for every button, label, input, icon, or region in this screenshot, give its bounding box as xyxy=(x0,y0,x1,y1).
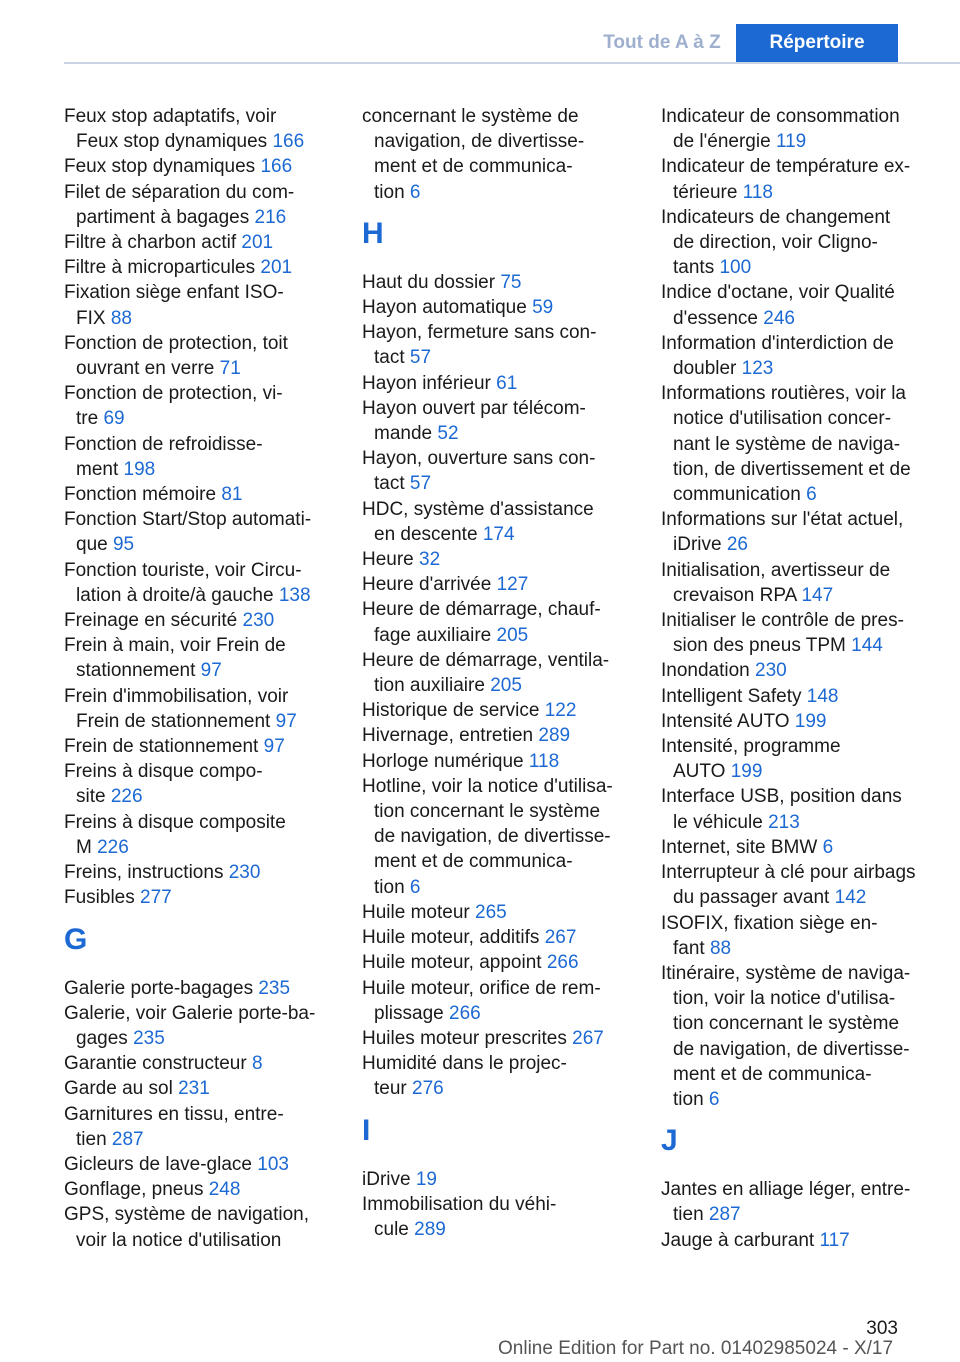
page-reference-link[interactable]: 6 xyxy=(409,876,421,898)
index-entry xyxy=(362,497,630,547)
index-entry xyxy=(64,280,332,330)
index-entry xyxy=(661,608,933,658)
page-reference-link[interactable]: 147 xyxy=(801,584,834,606)
page-reference-link[interactable]: 289 xyxy=(538,725,571,747)
index-entry xyxy=(661,860,933,910)
index-entry-text: Huile moteur, additifs xyxy=(362,927,540,949)
page-reference-link[interactable]: 118 xyxy=(742,181,773,203)
page-reference-link[interactable]: 230 xyxy=(242,610,275,632)
index-entry-text: Garde au sol xyxy=(64,1078,173,1100)
page-reference-link[interactable]: 6 xyxy=(806,484,817,506)
page-reference-link[interactable]: 205 xyxy=(490,675,522,697)
index-entry-text: Jantes en alliage léger, entre- tien xyxy=(661,1179,911,1226)
index-entry xyxy=(64,558,332,608)
page-reference-link[interactable]: 57 xyxy=(409,347,432,369)
index-entry-text: Informations routières, voir la notice d'utilisation concer- nant le système de naviga- tion, de divertissement et de communication xyxy=(661,383,911,506)
index-entry xyxy=(362,749,630,774)
page-reference-link[interactable]: 122 xyxy=(544,700,577,722)
index-entry-text: Interrupteur à clé pour airbags du passager avant xyxy=(661,862,916,909)
page-reference-link[interactable]: 289 xyxy=(414,1218,446,1240)
index-entry-text: Initialiser le contrôle de pres- sion des pneus TPM xyxy=(661,610,904,657)
page-reference-link[interactable]: 97 xyxy=(200,660,222,682)
index-entry-text: Haut du dossier xyxy=(362,271,496,293)
page-reference-link[interactable]: 75 xyxy=(500,271,522,293)
page-reference-link[interactable]: 199 xyxy=(794,710,827,732)
index-entry xyxy=(64,331,332,381)
index-entry xyxy=(64,507,332,557)
index-entry-text: Hayon automatique xyxy=(362,297,527,319)
edition-note: Online Edition for Part no. 01402985024 - X/17 xyxy=(498,1338,894,1359)
index-entry-text: Fonction Start/Stop automati- que xyxy=(64,509,312,556)
index-entry-text: Intelligent Safety xyxy=(661,685,802,707)
page-reference-link[interactable]: 88 xyxy=(110,307,132,329)
index-entry-text: Immobilisation du véhi- cule xyxy=(362,1193,557,1240)
index-entry xyxy=(64,1177,332,1202)
index-entry xyxy=(64,976,332,1001)
index-entry-text: Filet de séparation du com- partiment à bagages xyxy=(64,181,295,228)
page-reference-link[interactable]: 230 xyxy=(228,862,261,884)
index-entry-text: Horloge numérique xyxy=(362,750,524,772)
page-reference-link[interactable]: 117 xyxy=(819,1229,850,1251)
index-entry-text: concernant le système de navigation, de divertisse- ment et de communica- tion xyxy=(362,106,585,203)
index-entry xyxy=(362,1026,630,1051)
index-entry xyxy=(362,950,630,975)
index-entry xyxy=(661,381,933,507)
index-entry xyxy=(661,1177,933,1227)
index-entry-text: Intensité AUTO xyxy=(661,710,790,732)
page-reference-link[interactable]: 59 xyxy=(532,297,554,319)
page-reference-link[interactable]: 198 xyxy=(123,458,156,480)
index-column-2 xyxy=(362,104,630,1242)
page-reference-link[interactable]: 95 xyxy=(112,534,135,556)
page-reference-link[interactable]: 8 xyxy=(251,1053,263,1075)
page-reference-link[interactable]: 287 xyxy=(708,1204,741,1226)
index-entry xyxy=(64,810,332,860)
index-entry xyxy=(661,205,933,281)
index-entry xyxy=(661,709,933,734)
index-entry-text: Humidité dans le projec- teur xyxy=(362,1053,567,1100)
index-entry-text: Hivernage, entretien xyxy=(362,725,534,747)
index-entry xyxy=(64,1102,332,1152)
index-entry-text: Gonflage, pneus xyxy=(64,1179,204,1201)
index-entry-text: Initialisation, avertisseur de crevaison RPA xyxy=(661,559,891,606)
page-reference-link[interactable]: 266 xyxy=(449,1002,481,1024)
tab-tout-de-a-a-z[interactable]: Tout de A à Z xyxy=(603,32,721,53)
index-entry-text: Indicateurs de changement de direction, voir Cligno- tants xyxy=(661,206,891,279)
index-entry-text: Hayon, fermeture sans con- tact xyxy=(362,322,597,369)
tab-repertoire[interactable]: Répertoire xyxy=(736,24,898,62)
index-entry-text: Indicateur de température ex- térieure xyxy=(661,156,911,203)
page-reference-link[interactable]: 213 xyxy=(768,811,800,833)
index-entry-text: Fonction touriste, voir Circu- lation à droite/à gauche xyxy=(64,559,302,606)
index-entry xyxy=(362,925,630,950)
page-reference-link[interactable]: 174 xyxy=(482,523,515,545)
index-entry xyxy=(362,1192,630,1242)
page-reference-link[interactable]: 166 xyxy=(260,156,293,178)
page-reference-link[interactable]: 199 xyxy=(730,761,763,783)
index-entry xyxy=(362,104,630,205)
index-entry-text: Interface USB, position dans le véhicule xyxy=(661,786,902,833)
index-entry xyxy=(362,1167,630,1192)
index-entry-text: Frein de stationnement xyxy=(64,736,259,758)
index-entry-text: Freinage en sécurité xyxy=(64,610,238,632)
index-entry xyxy=(362,698,630,723)
index-entry-text: Feux stop adaptatifs, voir Feux stop dynamiques xyxy=(64,106,277,153)
index-entry xyxy=(362,976,630,1026)
page-reference-link[interactable]: 267 xyxy=(572,1027,604,1049)
page-reference-link[interactable]: 230 xyxy=(755,660,787,682)
index-entry-text: Itinéraire, système de naviga- tion, voir la notice d'utilisa- tion concernant le système de navigation, de divertisse- ment et de communica- tion xyxy=(661,962,911,1110)
page-reference-link[interactable]: 6 xyxy=(822,836,834,858)
index-entry-text: Huiles moteur prescrites xyxy=(362,1027,567,1049)
index-entry-text: Filtre à microparticules xyxy=(64,257,256,279)
index-entry-text: Informations sur l'état actuel, iDrive xyxy=(661,509,904,556)
index-entry-text: Garnitures en tissu, entre- tien xyxy=(64,1103,284,1150)
index-entry-text: Huile moteur, orifice de rem- plissage xyxy=(362,977,601,1024)
index-entry xyxy=(661,154,933,204)
index-entry xyxy=(64,255,332,280)
index-entry xyxy=(661,911,933,961)
index-entry xyxy=(64,230,332,255)
index-entry-text: Historique de service xyxy=(362,700,540,722)
index-entry-text: GPS, système de navigation, voir la notice d'utilisation xyxy=(64,1204,310,1251)
page-reference-link[interactable]: 201 xyxy=(241,232,274,254)
page-reference-link[interactable]: 81 xyxy=(221,484,243,506)
index-entry-text: Frein d'immobilisation, voir Frein de stationnement xyxy=(64,685,289,732)
page-reference-link[interactable]: 52 xyxy=(437,423,459,445)
index-entry xyxy=(64,432,332,482)
page-reference-link[interactable]: 277 xyxy=(140,887,172,909)
index-entry-text: ISOFIX, fixation siège en- fant xyxy=(661,912,878,959)
index-entry-text: Garantie constructeur xyxy=(64,1053,247,1075)
index-entry xyxy=(661,104,933,154)
page-reference-link[interactable]: 61 xyxy=(496,372,518,394)
page-reference-link[interactable]: 97 xyxy=(275,710,297,732)
index-entry xyxy=(362,597,630,647)
page-reference-link[interactable]: 248 xyxy=(208,1179,241,1201)
index-entry xyxy=(362,547,630,572)
index-entry xyxy=(64,860,332,885)
index-entry xyxy=(64,381,332,431)
page-reference-link[interactable]: 226 xyxy=(110,786,143,808)
page-reference-link[interactable]: 265 xyxy=(475,901,507,923)
index-entry-text: Inondation xyxy=(661,660,750,682)
page-reference-link[interactable]: 266 xyxy=(546,952,579,974)
section-letter: I xyxy=(362,1113,371,1147)
index-entry xyxy=(64,1001,332,1051)
index-entry xyxy=(64,684,332,734)
index-entry xyxy=(661,835,933,860)
index-entry-text: Indice d'octane, voir Qualité d'essence xyxy=(661,282,895,329)
header-rule xyxy=(64,62,960,64)
index-entry-text: Fonction mémoire xyxy=(64,484,217,506)
index-entry xyxy=(362,270,630,295)
index-entry xyxy=(64,885,332,910)
page-reference-link[interactable]: 19 xyxy=(415,1168,437,1190)
index-entry xyxy=(661,658,933,683)
index-entry-text: Filtre à charbon actif xyxy=(64,232,237,254)
page-reference-link[interactable]: 88 xyxy=(709,937,732,959)
page-reference-link[interactable]: 166 xyxy=(272,131,305,153)
index-entry xyxy=(661,684,933,709)
index-entry xyxy=(362,648,630,698)
index-entry xyxy=(64,633,332,683)
index-entry-text: Freins, instructions xyxy=(64,862,224,884)
page-reference-link[interactable]: 123 xyxy=(741,358,774,380)
index-entry-text: Freins à disque composite M xyxy=(64,811,286,858)
index-entry xyxy=(362,774,630,900)
page-number: 303 xyxy=(866,1318,898,1339)
index-column-3 xyxy=(661,104,933,1253)
index-entry xyxy=(661,961,933,1112)
index-entry xyxy=(64,104,332,154)
page-reference-link[interactable]: 69 xyxy=(103,408,125,430)
index-entry-text: Intensité, programme AUTO xyxy=(661,736,841,783)
index-entry-text: Huile moteur, appoint xyxy=(362,952,542,974)
page-reference-link[interactable]: 97 xyxy=(263,736,285,758)
index-entry-text: Heure de démarrage, ventila- tion auxiliaire xyxy=(362,649,610,697)
index-entry xyxy=(64,1076,332,1101)
index-entry-text: Hayon inférieur xyxy=(362,372,491,394)
page-reference-link[interactable]: 205 xyxy=(496,624,529,646)
page-reference-link[interactable]: 71 xyxy=(219,358,241,380)
index-entry-text: Huile moteur xyxy=(362,901,470,923)
section-letter: J xyxy=(661,1124,678,1158)
index-entry xyxy=(64,180,332,230)
index-entry-text: Freins à disque compo- site xyxy=(64,761,263,808)
index-entry xyxy=(64,759,332,809)
page-reference-link[interactable]: 144 xyxy=(851,635,883,657)
page-reference-link[interactable]: 231 xyxy=(178,1078,210,1100)
index-entry-text: Hayon, ouverture sans con- tact xyxy=(362,448,596,495)
page-reference-link[interactable]: 57 xyxy=(409,473,432,495)
index-entry xyxy=(362,295,630,320)
index-entry-text: Fonction de protection, toit ouvrant en verre xyxy=(64,332,288,380)
index-entry xyxy=(64,1051,332,1076)
page-reference-link[interactable]: 201 xyxy=(260,257,293,279)
index-entry-text: Feux stop dynamiques xyxy=(64,156,256,178)
index-entry-text: Internet, site BMW xyxy=(661,836,818,858)
index-entry xyxy=(661,331,933,381)
index-entry xyxy=(362,1051,630,1101)
page-reference-link[interactable]: 267 xyxy=(544,927,577,949)
index-entry-text: Information d'interdiction de doubler xyxy=(661,332,894,380)
page-reference-link[interactable]: 6 xyxy=(708,1088,720,1110)
page-reference-link[interactable]: 142 xyxy=(834,887,867,909)
index-entry xyxy=(362,572,630,597)
index-entry-text: Indicateur de consommation de l'énergie xyxy=(661,106,900,153)
index-entry xyxy=(661,1228,933,1253)
page-reference-link[interactable]: 148 xyxy=(806,685,839,707)
page-reference-link[interactable]: 226 xyxy=(97,836,129,858)
page-reference-link[interactable]: 287 xyxy=(111,1128,144,1150)
index-entry-text: Fonction de protection, vi- tre xyxy=(64,383,283,430)
index-entry xyxy=(64,1202,332,1252)
index-entry xyxy=(661,784,933,834)
index-entry-text: Fixation siège enfant ISO- FIX xyxy=(64,282,284,329)
page-reference-link[interactable]: 118 xyxy=(528,750,560,772)
page-reference-link[interactable]: 119 xyxy=(775,131,807,153)
page-reference-link[interactable]: 276 xyxy=(412,1078,444,1100)
index-entry xyxy=(362,900,630,925)
index-entry-text: Hotline, voir la notice d'utilisa- tion concernant le système de navigation, de divertisse- ment et de communica- tion xyxy=(362,775,613,898)
index-entry-text: Jauge à carburant xyxy=(661,1229,815,1251)
index-entry-text: Fusibles xyxy=(64,887,135,909)
index-entry xyxy=(661,734,933,784)
page-reference-link[interactable]: 235 xyxy=(258,977,291,999)
index-entry-text: Fonction de refroidisse- ment xyxy=(64,433,263,480)
index-entry xyxy=(362,723,630,748)
index-entry-text: iDrive xyxy=(362,1168,411,1190)
page-reference-link[interactable]: 138 xyxy=(278,584,311,606)
page-reference-link[interactable]: 235 xyxy=(133,1027,165,1049)
page-reference-link[interactable]: 32 xyxy=(419,549,441,571)
index-entry xyxy=(362,320,630,370)
index-entry xyxy=(661,280,933,330)
index-entry xyxy=(64,482,332,507)
index-entry xyxy=(64,1152,332,1177)
index-entry xyxy=(362,371,630,396)
index-entry xyxy=(661,558,933,608)
index-entry-text: Hayon ouvert par télécom- mande xyxy=(362,397,586,445)
page-reference-link[interactable]: 6 xyxy=(409,181,421,203)
page-reference-link[interactable]: 103 xyxy=(257,1153,289,1175)
index-column-1 xyxy=(64,104,332,1253)
page-reference-link[interactable]: 216 xyxy=(254,206,287,228)
page-reference-link[interactable]: 26 xyxy=(726,534,748,556)
index-entry xyxy=(362,396,630,446)
index-entry xyxy=(362,446,630,496)
index-entry xyxy=(64,734,332,759)
index-entry-text: Galerie, voir Galerie porte-ba- gages xyxy=(64,1002,316,1049)
index-entry-text: Heure xyxy=(362,549,414,571)
index-entry-text: Galerie porte-bagages xyxy=(64,977,254,999)
index-entry-text: Heure de démarrage, chauf- fage auxiliaire xyxy=(362,599,601,646)
index-entry xyxy=(64,154,332,179)
index-entry-text: Frein à main, voir Frein de stationnement xyxy=(64,635,286,682)
page-reference-link[interactable]: 246 xyxy=(763,307,795,329)
section-letter: G xyxy=(64,922,88,956)
page-reference-link[interactable]: 100 xyxy=(719,257,752,279)
section-letter: H xyxy=(362,216,384,250)
index-entry xyxy=(661,507,933,557)
index-entry-text: Heure d'arrivée xyxy=(362,574,492,596)
index-entry-text: HDC, système d'assistance en descente xyxy=(362,498,594,545)
index-entry-text: Gicleurs de lave-glace xyxy=(64,1153,252,1175)
index-entry xyxy=(64,608,332,633)
page-reference-link[interactable]: 127 xyxy=(496,574,529,596)
